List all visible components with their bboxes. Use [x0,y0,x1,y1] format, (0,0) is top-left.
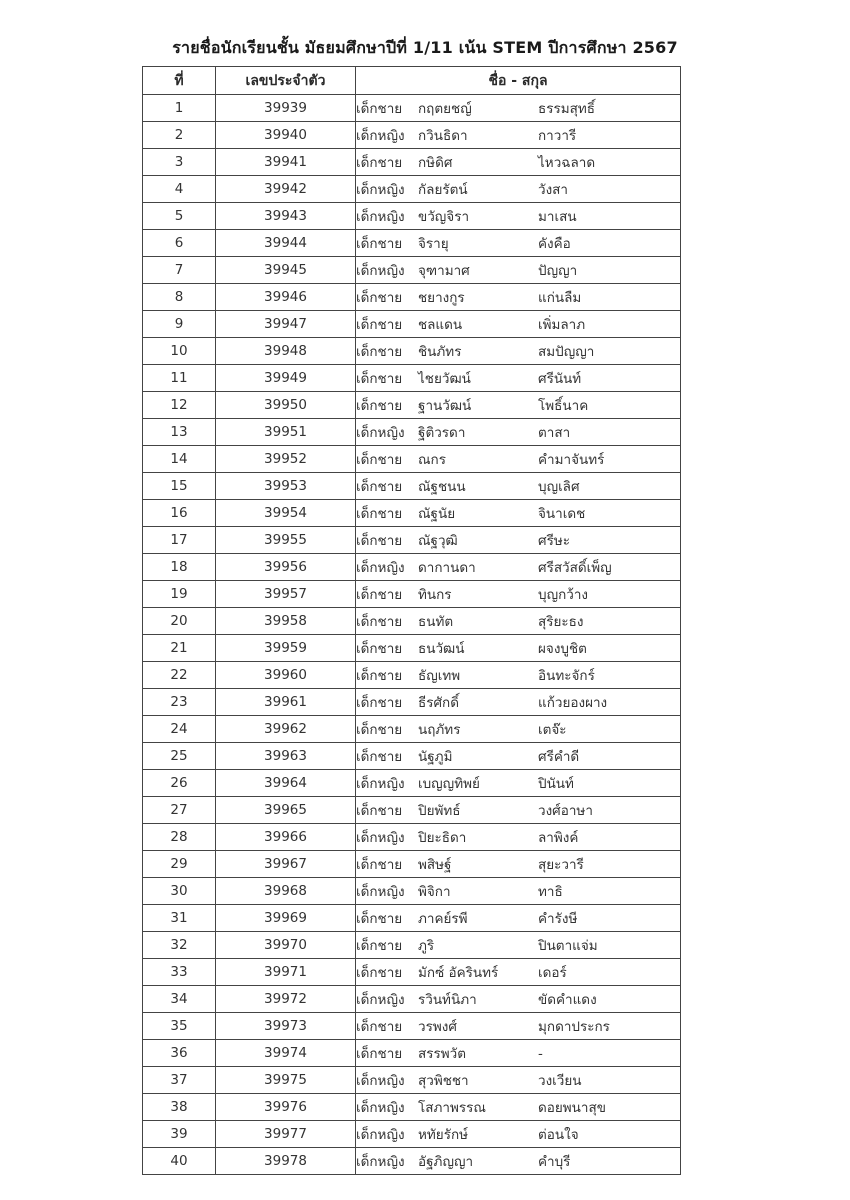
name-prefix: เด็กชาย [356,587,403,603]
row-number: 16 [143,500,216,527]
first-name: ธนวัฒน์ [418,641,465,657]
row-number: 32 [143,932,216,959]
name-prefix: เด็กชาย [356,344,403,360]
first-name: อัฐภิญญา [418,1154,474,1170]
last-name: ไหวฉลาด [538,155,596,171]
last-name: ขัดคำแดง [538,992,597,1008]
student-id: 39962 [216,716,356,743]
last-name: แก้วยองผาง [538,695,608,711]
table-row [143,1121,681,1148]
row-number: 39 [143,1121,216,1148]
row-number: 36 [143,1040,216,1067]
table-row [143,176,681,203]
last-name: คำบุรี [538,1154,571,1170]
student-name [356,689,681,716]
last-name: ลาพิงค์ [538,830,579,846]
last-name: ธรรมสุทธิ์ [538,101,596,117]
student-id: 39955 [216,527,356,554]
student-name [356,365,681,392]
last-name: บุญเลิศ [538,479,580,495]
name-prefix: เด็กชาย [356,614,403,630]
student-name [356,284,681,311]
first-name: พสิษฐ์ [418,857,452,873]
name-prefix: เด็กชาย [356,317,403,333]
student-id: 39964 [216,770,356,797]
student-id: 39976 [216,1094,356,1121]
table-row [143,311,681,338]
row-number: 24 [143,716,216,743]
student-name [356,176,681,203]
student-name [356,932,681,959]
last-name: คำมาจันทร์ [538,452,605,468]
table-row [143,1148,681,1175]
table-row [143,716,681,743]
table-row [143,473,681,500]
last-name: ผจงบูชิต [538,641,587,657]
first-name: ชลแดน [418,317,463,333]
first-name: โสภาพรรณ [418,1100,486,1116]
student-id: 39954 [216,500,356,527]
student-name [356,1094,681,1121]
student-name [356,338,681,365]
first-name: ณัฐวุฒิ [418,533,458,549]
first-name: ภาคย์รพี [418,911,468,927]
table-row [143,743,681,770]
row-number: 19 [143,581,216,608]
student-name [356,392,681,419]
first-name: เบญญทิพย์ [418,776,480,792]
student-id: 39961 [216,689,356,716]
name-prefix: เด็กชาย [356,749,403,765]
row-number: 4 [143,176,216,203]
row-number: 13 [143,419,216,446]
student-id: 39948 [216,338,356,365]
student-name [356,203,681,230]
table-row [143,527,681,554]
table-row [143,554,681,581]
table-row [143,662,681,689]
name-prefix: เด็กชาย [356,533,403,549]
student-name [356,257,681,284]
table-row [143,149,681,176]
student-name [356,851,681,878]
name-prefix: เด็กชาย [356,1019,403,1035]
name-prefix: เด็กชาย [356,479,403,495]
name-prefix: เด็กชาย [356,452,403,468]
last-name: สุริยะธง [538,614,584,630]
student-name [356,824,681,851]
name-prefix: เด็กหญิง [356,425,405,441]
last-name: ศรีษะ [538,533,570,549]
first-name: ธีรศักดิ์ [418,695,460,711]
name-prefix: เด็กชาย [356,1046,403,1062]
row-number: 6 [143,230,216,257]
student-name [356,446,681,473]
student-id: 39975 [216,1067,356,1094]
name-prefix: เด็กชาย [356,290,403,306]
row-number: 23 [143,689,216,716]
first-name: ชินภัทร [418,344,462,360]
student-name [356,635,681,662]
name-prefix: เด็กชาย [356,857,403,873]
name-prefix: เด็กชาย [356,803,403,819]
name-prefix: เด็กชาย [356,938,403,954]
name-prefix: เด็กหญิง [356,1127,405,1143]
student-id: 39942 [216,176,356,203]
last-name: มาเสน [538,209,577,225]
student-name [356,581,681,608]
last-name: ศรีสวัสดิ์เพ็ญ [538,560,612,576]
table-row [143,392,681,419]
student-name [356,1121,681,1148]
name-prefix: เด็กชาย [356,101,403,117]
first-name: กฤตยชญ์ [418,101,472,117]
student-id: 39973 [216,1013,356,1040]
last-name: วังสา [538,182,568,198]
student-name [356,230,681,257]
student-id: 39963 [216,743,356,770]
last-name: เตจ๊ะ [538,722,567,738]
student-name [356,1067,681,1094]
student-name [356,743,681,770]
table-row [143,1040,681,1067]
row-number: 15 [143,473,216,500]
student-id: 39951 [216,419,356,446]
last-name: ต่อนใจ [538,1127,579,1143]
table-row [143,635,681,662]
last-name: แก่นลืม [538,290,582,306]
first-name: ชยางกูร [418,290,465,306]
student-id: 39965 [216,797,356,824]
student-id: 39940 [216,122,356,149]
name-prefix: เด็กหญิง [356,992,405,1008]
name-prefix: เด็กหญิง [356,884,405,900]
first-name: ไชยวัฒน์ [418,371,471,387]
last-name: คังคือ [538,236,571,252]
name-prefix: เด็กชาย [356,965,403,981]
name-prefix: เด็กชาย [356,506,403,522]
row-number: 3 [143,149,216,176]
row-number: 17 [143,527,216,554]
last-name: วงเวียน [538,1073,582,1089]
table-row [143,1067,681,1094]
student-id: 39943 [216,203,356,230]
row-number: 38 [143,1094,216,1121]
last-name: คำรังษี [538,911,578,927]
student-name [356,986,681,1013]
student-id: 39966 [216,824,356,851]
row-number: 28 [143,824,216,851]
row-number: 37 [143,1067,216,1094]
last-name: สุยะวารี [538,857,584,873]
page-title: รายชื่อนักเรียนชั้น มัธยมศึกษาปีที่ 1/11 เน้น STEM ปีการศึกษา 2567 [172,38,678,57]
table-row [143,824,681,851]
header-no: ที่ [143,67,216,95]
first-name: รวินท์นิภา [418,992,477,1008]
row-number: 12 [143,392,216,419]
student-id: 39969 [216,905,356,932]
table-header-row [143,67,681,95]
row-number: 20 [143,608,216,635]
row-number: 25 [143,743,216,770]
table-row [143,95,681,122]
table-body [143,95,681,1175]
name-prefix: เด็กหญิง [356,776,405,792]
first-name: นัฐภูมิ [418,749,453,765]
table-row [143,905,681,932]
row-number: 7 [143,257,216,284]
student-name [356,500,681,527]
first-name: ดากานดา [418,560,476,576]
last-name: จินาเดช [538,506,586,522]
table-row [143,230,681,257]
first-name: สุวพิชชา [418,1073,469,1089]
table-row [143,446,681,473]
name-prefix: เด็กชาย [356,398,403,414]
last-name: ตาสา [538,425,571,441]
last-name: ปินตาแจ่ม [538,938,598,954]
student-id: 39970 [216,932,356,959]
student-id: 39967 [216,851,356,878]
student-id: 39945 [216,257,356,284]
student-id: 39956 [216,554,356,581]
name-prefix: เด็กหญิง [356,1073,405,1089]
table-row [143,581,681,608]
name-prefix: เด็กหญิง [356,263,405,279]
student-name [356,959,681,986]
row-number: 18 [143,554,216,581]
last-name: เพิ่มลาภ [538,317,586,333]
row-number: 2 [143,122,216,149]
student-id: 39971 [216,959,356,986]
row-number: 29 [143,851,216,878]
header-name: ชื่อ - สกุล [356,67,681,95]
table-row [143,338,681,365]
last-name: วงศ์อาษา [538,803,593,819]
name-prefix: เด็กหญิง [356,1100,405,1116]
first-name: จุฑามาศ [418,263,470,279]
row-number: 10 [143,338,216,365]
name-prefix: เด็กชาย [356,695,403,711]
student-id: 39944 [216,230,356,257]
first-name: กัลยรัตน์ [418,182,468,198]
table-row [143,689,681,716]
row-number: 31 [143,905,216,932]
last-name: ปัญญา [538,263,578,279]
student-id: 39950 [216,392,356,419]
row-number: 9 [143,311,216,338]
row-number: 34 [143,986,216,1013]
name-prefix: เด็กชาย [356,911,403,927]
student-name [356,95,681,122]
table-row [143,203,681,230]
row-number: 26 [143,770,216,797]
student-name [356,1013,681,1040]
row-number: 40 [143,1148,216,1175]
student-id: 39974 [216,1040,356,1067]
header-student-id: เลขประจำตัว [216,67,356,95]
last-name: มุกดาประกร [538,1019,610,1035]
table-row [143,1013,681,1040]
first-name: ธนทัต [418,614,454,630]
last-name: ดอยพนาสุข [538,1100,606,1116]
last-name: ปินันท์ [538,776,574,792]
row-number: 8 [143,284,216,311]
first-name: ฐิติวรดา [418,425,466,441]
name-prefix: เด็กชาย [356,722,403,738]
student-id: 39949 [216,365,356,392]
student-id: 39959 [216,635,356,662]
first-name: สรรพวัต [418,1046,466,1062]
table-row [143,797,681,824]
table-row [143,878,681,905]
student-id: 39947 [216,311,356,338]
student-id: 39978 [216,1148,356,1175]
table-row [143,932,681,959]
student-id: 39972 [216,986,356,1013]
student-name [356,878,681,905]
name-prefix: เด็กชาย [356,668,403,684]
table-row [143,257,681,284]
row-number: 14 [143,446,216,473]
name-prefix: เด็กหญิง [356,1154,405,1170]
student-id: 39957 [216,581,356,608]
row-number: 11 [143,365,216,392]
student-id: 39939 [216,95,356,122]
student-name [356,527,681,554]
last-name: กาวารี [538,128,577,144]
first-name: ปิยะธิดา [418,830,467,846]
first-name: จิรายุ [418,236,449,252]
first-name: มักซ์ อัครินทร์ [418,965,499,981]
student-name [356,770,681,797]
row-number: 5 [143,203,216,230]
student-id: 39958 [216,608,356,635]
student-name [356,797,681,824]
student-name [356,473,681,500]
student-name [356,122,681,149]
student-id: 39946 [216,284,356,311]
student-name [356,716,681,743]
student-name [356,662,681,689]
table-row [143,959,681,986]
first-name: ทินกร [418,587,452,603]
row-number: 1 [143,95,216,122]
first-name: วรพงศ์ [418,1019,457,1035]
table-row [143,608,681,635]
student-name [356,419,681,446]
row-number: 22 [143,662,216,689]
table-row [143,986,681,1013]
first-name: ปิยพัทธ์ [418,803,461,819]
first-name: นฤภัทร [418,722,461,738]
table-row [143,284,681,311]
student-name [356,608,681,635]
last-name: ทาธิ [538,884,563,900]
table-row [143,851,681,878]
first-name: ธัญเทพ [418,668,461,684]
student-name [356,905,681,932]
name-prefix: เด็กชาย [356,155,403,171]
row-number: 35 [143,1013,216,1040]
name-prefix: เด็กชาย [356,371,403,387]
row-number: 27 [143,797,216,824]
first-name: พิจิกา [418,884,451,900]
first-name: ภูริ [418,938,435,954]
last-name: โพธิ์นาค [538,398,589,414]
last-name: เดอร์ [538,965,567,981]
row-number: 21 [143,635,216,662]
first-name: ณัฐชนน [418,479,466,495]
table-row [143,365,681,392]
student-id: 39953 [216,473,356,500]
first-name: กวินธิดา [418,128,468,144]
name-prefix: เด็กหญิง [356,182,405,198]
table-row [143,419,681,446]
row-number: 30 [143,878,216,905]
student-name [356,1040,681,1067]
table-row [143,770,681,797]
name-prefix: เด็กหญิง [356,128,405,144]
first-name: ณกร [418,452,446,468]
first-name: กษิดิศ [418,155,453,171]
row-number: 33 [143,959,216,986]
name-prefix: เด็กหญิง [356,560,405,576]
last-name: - [538,1046,543,1062]
student-id: 39977 [216,1121,356,1148]
table-row [143,500,681,527]
last-name: อินทะจักร์ [538,668,595,684]
first-name: หทัยรักษ์ [418,1127,469,1143]
last-name: ศรีนันท์ [538,371,582,387]
student-name [356,554,681,581]
student-roster-table [142,66,681,1175]
student-id: 39968 [216,878,356,905]
name-prefix: เด็กหญิง [356,830,405,846]
name-prefix: เด็กชาย [356,236,403,252]
first-name: ฐานวัฒน์ [418,398,472,414]
table-row [143,1094,681,1121]
student-id: 39952 [216,446,356,473]
student-id: 39960 [216,662,356,689]
student-name [356,149,681,176]
last-name: ศรีคำดี [538,749,580,765]
last-name: บุญกว้าง [538,587,588,603]
name-prefix: เด็กหญิง [356,209,405,225]
first-name: ขวัญจิรา [418,209,470,225]
student-name [356,1148,681,1175]
name-prefix: เด็กชาย [356,641,403,657]
last-name: สมปัญญา [538,344,595,360]
student-name [356,311,681,338]
table-row [143,122,681,149]
student-id: 39941 [216,149,356,176]
first-name: ณัฐนัย [418,506,456,522]
